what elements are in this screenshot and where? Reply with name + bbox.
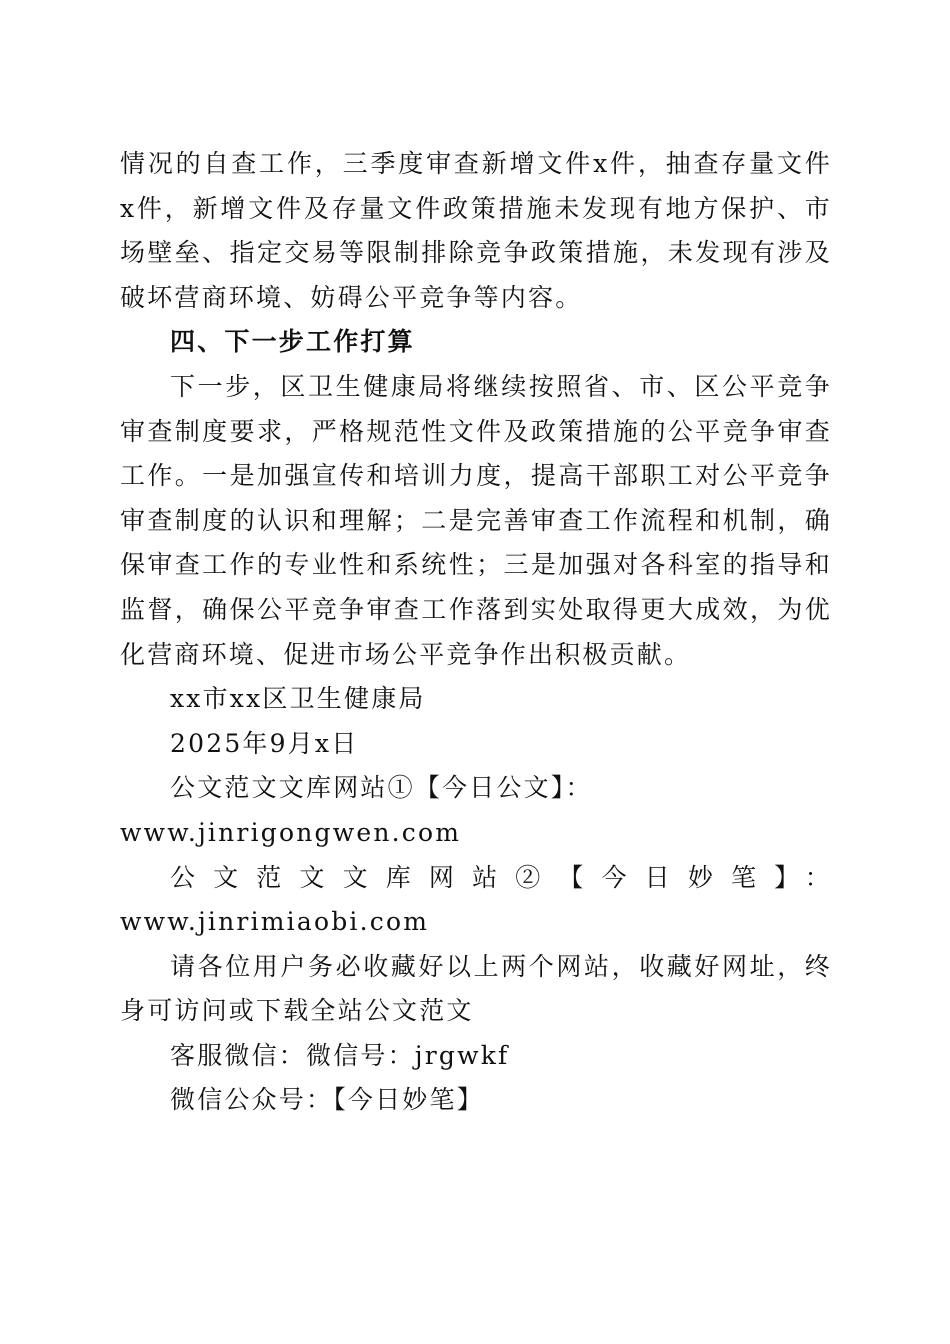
- footer-notice: 请各位用户务必收藏好以上两个网站，收藏好网址，终身可访问或下载全站公文范文: [120, 951, 832, 1026]
- footer-wechat-public: 微信公众号：【今日妙笔】: [170, 1085, 484, 1115]
- footer-wechat-service: 客服微信：微信号：jrgwkf: [170, 1040, 510, 1070]
- footer-site1-label: 公文范文文库网站①【今日公文】：: [170, 773, 593, 803]
- footer-site2-line[interactable]: 公文范文文库网站②【今日妙笔】：www.jinrimiaobi.com: [120, 862, 832, 937]
- signature-organization: xx市xx区卫生健康局: [170, 684, 426, 714]
- signature-date: 2025年9月x日: [170, 728, 359, 758]
- section-heading-next-steps: 四、下一步工作打算: [170, 327, 415, 357]
- document-body: [120, 142, 832, 1123]
- paragraph-next-steps: 下一步，区卫生健康局将继续按照省、市、区公平竞争审查制度要求，严格规范性文件及政策措施的公平竞争审查工作。一是加强宣传和培训力度，提高干部职工对公平竞争审查制度的认识和理解；二是完善审查工作流程和机制，确保审查工作的专业性和系统性；三是加强对各科室的指导和监督，确保公平竞争审查工作落到实处取得更大成效，为优化营商环境、促进市场公平竞争作出积极贡献。: [120, 371, 832, 669]
- paragraph-self-inspection: 情况的自查工作，三季度审查新增文件x件，抽查存量文件x件，新增文件及存量文件政策措施未发现有地方保护、市场壁垒、指定交易等限制排除竞争政策措施，未发现有涉及破坏营商环境、妨碍公平竞争等内容。: [120, 149, 832, 312]
- footer-site1-url[interactable]: www.jinrigongwen.com: [120, 817, 462, 847]
